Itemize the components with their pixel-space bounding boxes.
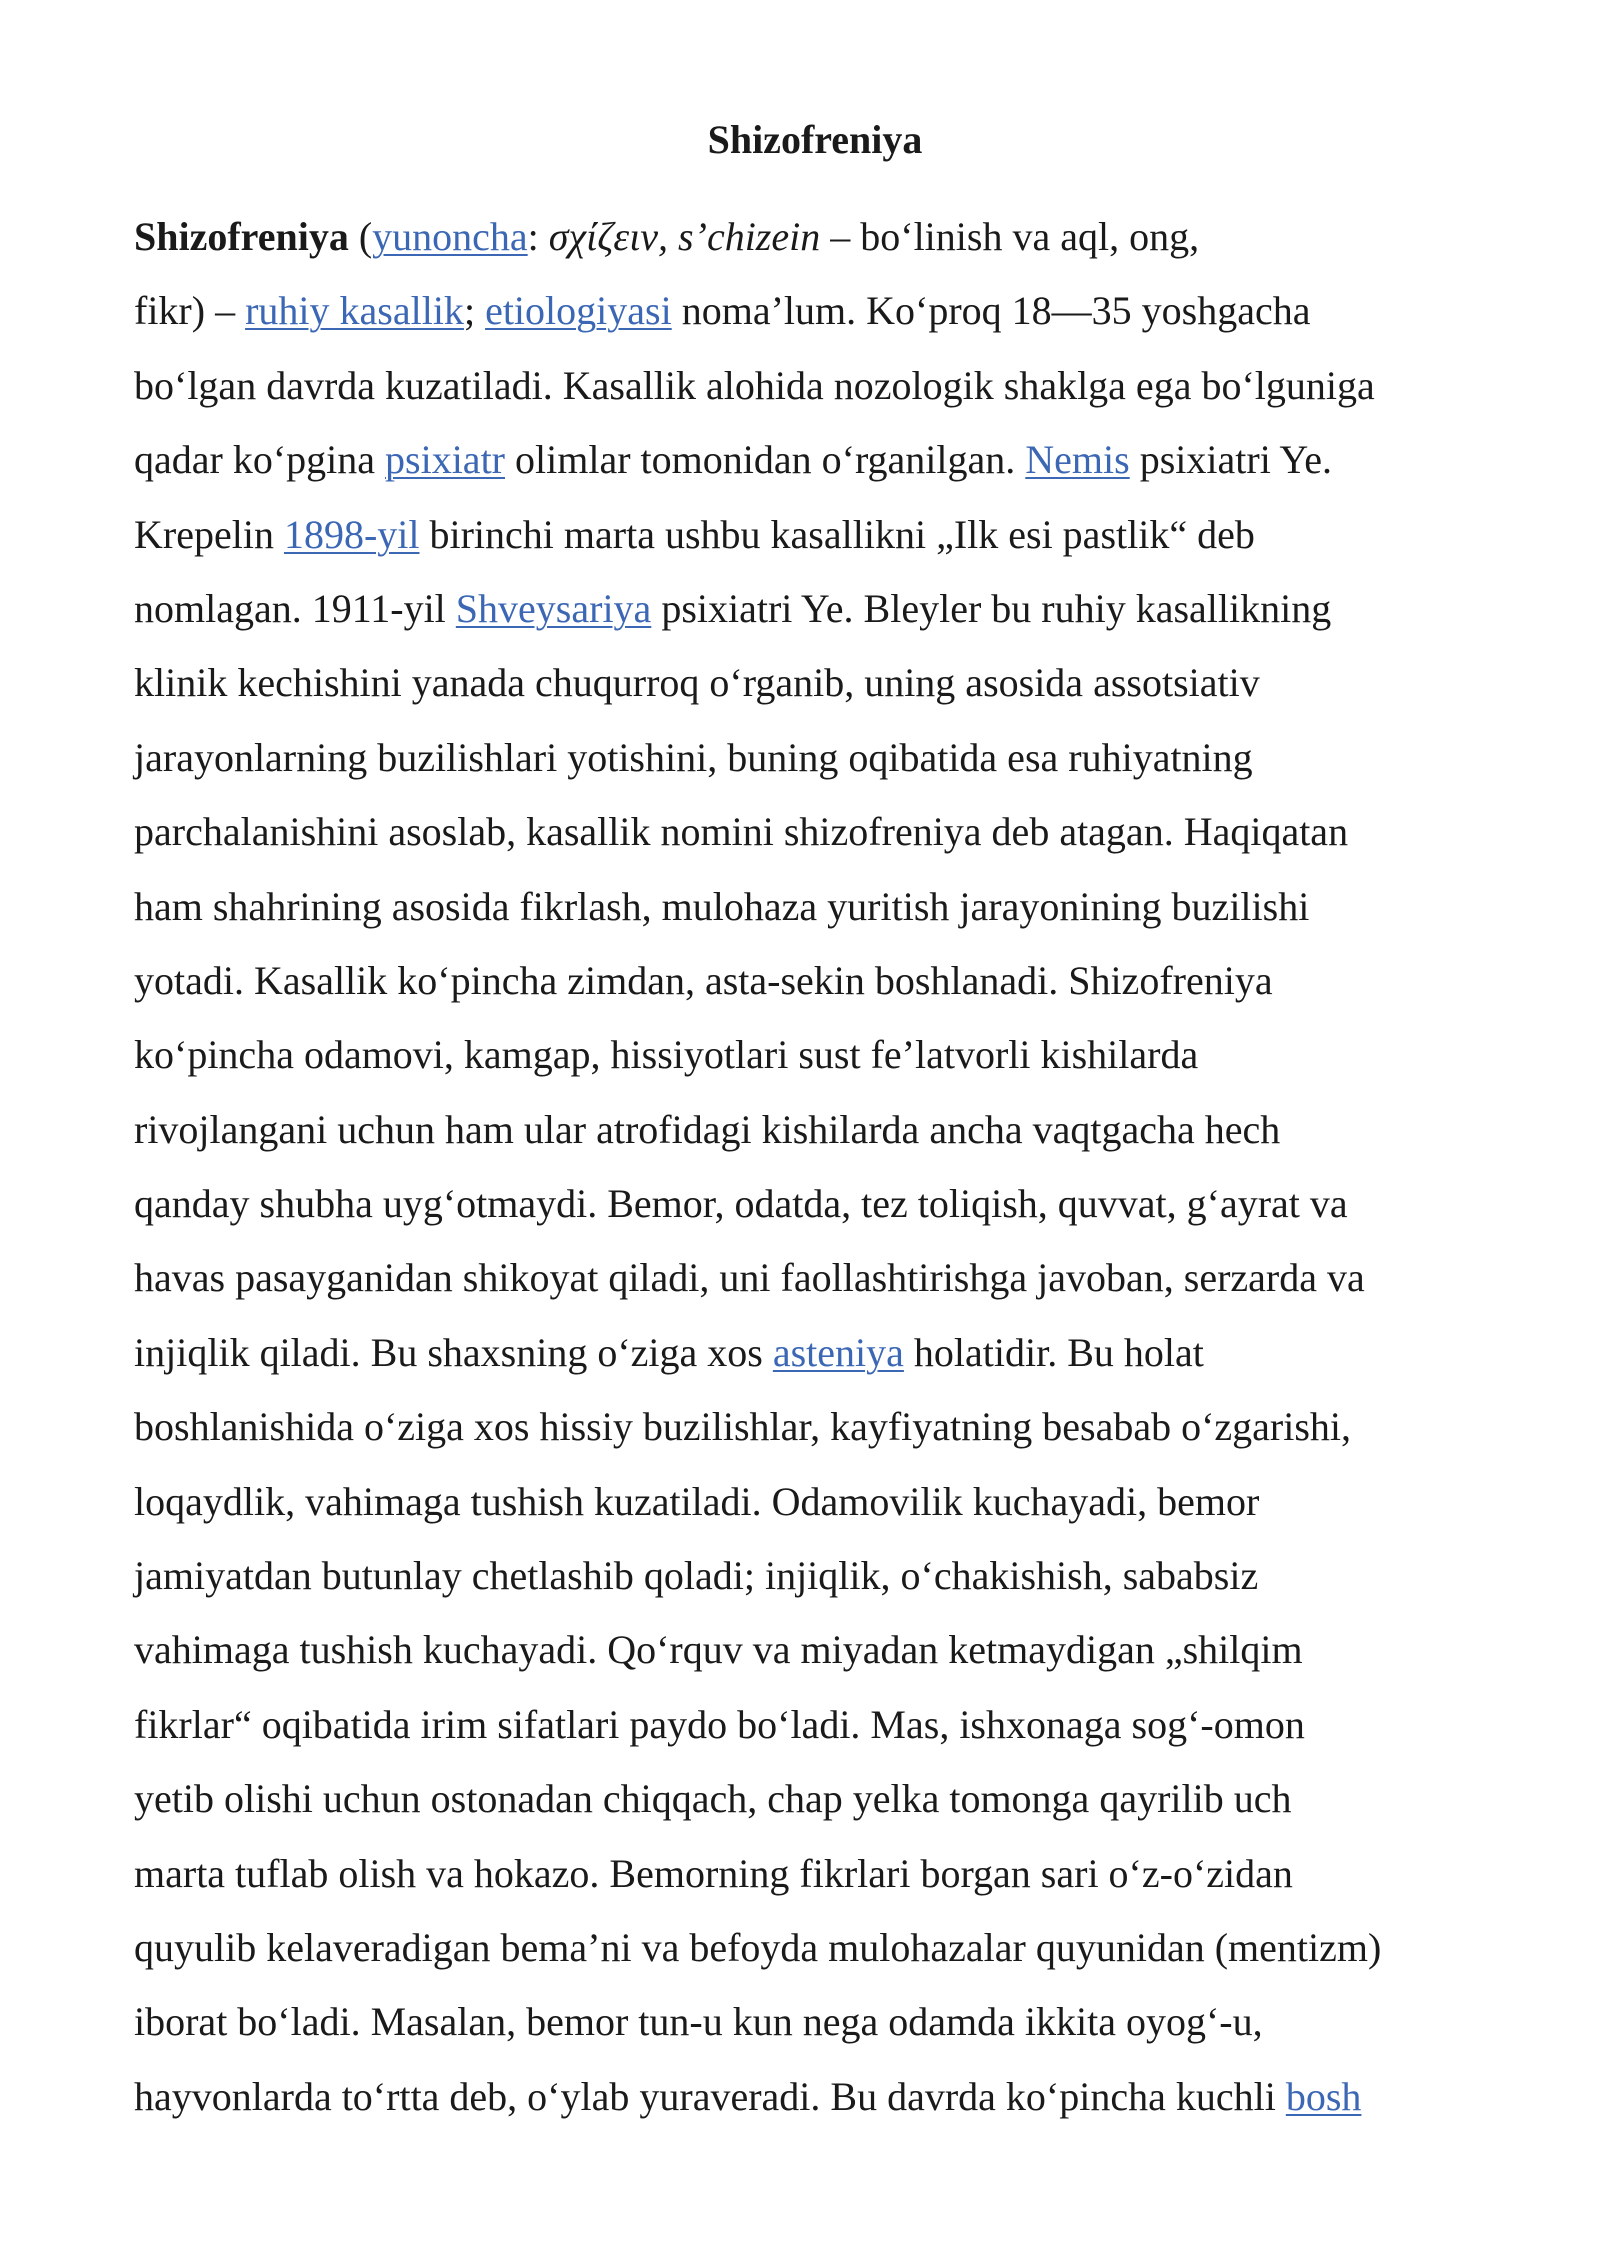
text-line: klinik kechishini yanada chuqurroq o‘rganib, uning asosida assotsiativ bbox=[134, 660, 1260, 706]
link-ruhiy-kasallik[interactable]: ruhiy kasallik bbox=[245, 288, 464, 334]
text-run: olimlar tomonidan o‘rganilgan. bbox=[505, 437, 1026, 483]
text-line: jarayonlarning buzilishlari yotishini, buning oqibatida esa ruhiyatning bbox=[134, 734, 1253, 780]
text-run: psixiatri Ye. Bleyler bu ruhiy kasallikning bbox=[651, 585, 1332, 631]
link-yunoncha[interactable]: yunoncha bbox=[372, 214, 528, 259]
text-line bbox=[134, 200, 1534, 274]
text-run: qadar ko‘pgina bbox=[134, 437, 386, 483]
text-run: – bo‘linish va aql, ong, bbox=[820, 214, 1200, 259]
text-line: yetib olishi uchun ostonadan chiqqach, chap yelka tomonga qayrilib uch bbox=[134, 1776, 1292, 1822]
text-line: ko‘pincha odamovi, kamgap, hissiyotlari sust fe’latvorli kishilarda bbox=[134, 1032, 1199, 1078]
text-run: ( bbox=[348, 214, 373, 259]
link-1898-yil[interactable]: 1898-yil bbox=[283, 511, 420, 557]
link-asteniya[interactable]: asteniya bbox=[772, 1329, 904, 1375]
text-run: noma’lum. Ko‘proq 18—35 yoshgacha bbox=[671, 288, 1311, 334]
text-line: rivojlangani uchun ham ular atrofidagi kishilarda ancha vaqtgacha hech bbox=[134, 1106, 1281, 1152]
text-line: vahimaga tushish kuchayadi. Qo‘rquv va miyadan ketmaydigan „shilqim bbox=[134, 1627, 1303, 1673]
text-run: holatidir. Bu holat bbox=[903, 1329, 1204, 1375]
link-psixiatr[interactable]: psixiatr bbox=[385, 437, 505, 483]
text-line: havas pasayganidan shikoyat qiladi, uni faollashtirishga javoban, serzarda va bbox=[134, 1255, 1365, 1301]
text-line: quyulib kelaveradigan bema’ni va befoyda mulohazalar quyunidan (mentizm) bbox=[134, 1924, 1382, 1970]
text-run: nomlagan. 1911-yil bbox=[134, 585, 456, 631]
text-line: yotadi. Kasallik ko‘pincha zimdan, asta-sekin boshlanadi. Shizofreniya bbox=[134, 957, 1273, 1003]
text-line: bo‘lgan davrda kuzatiladi. Kasallik alohida nozologik shaklga ega bo‘lguniga bbox=[134, 362, 1375, 408]
text-line: loqaydlik, vahimaga tushish kuzatiladi. Odamovilik kuchayadi, bemor bbox=[134, 1478, 1260, 1524]
text-run: Krepelin bbox=[134, 511, 284, 557]
text-line bbox=[134, 2060, 1534, 2134]
text-line: iborat bo‘ladi. Masalan, bemor tun-u kun nega odamda ikkita oyog‘-u, bbox=[134, 1999, 1263, 2045]
text-line: marta tuflab olish va hokazo. Bemorning fikrlari borgan sari o‘z-o‘zidan bbox=[134, 1850, 1293, 1896]
text-run: birinchi marta ushbu kasallikni „Ilk esi pastlik“ deb bbox=[419, 511, 1255, 557]
text-line: qanday shubha uyg‘otmaydi. Bemor, odatda, tez toliqish, quvvat, g‘ayrat va bbox=[134, 1181, 1348, 1227]
text-line bbox=[134, 498, 1534, 572]
text-line bbox=[134, 1316, 1534, 1390]
term-bold: Shizofreniya bbox=[134, 214, 349, 259]
text-line: boshlanishida o‘ziga xos hissiy buzilishlar, kayfiyatning besabab o‘zgarishi, bbox=[134, 1404, 1352, 1450]
link-etiologiyasi[interactable]: etiologiyasi bbox=[485, 288, 672, 334]
text-line bbox=[134, 572, 1534, 646]
text-line bbox=[134, 274, 1534, 348]
text-run: injiqlik qiladi. Bu shaxsning o‘ziga xos bbox=[134, 1329, 773, 1375]
text-run: ; bbox=[463, 288, 486, 334]
text-run: fikr) – bbox=[134, 288, 246, 334]
greek-etymology: σχίζειν, s’chizein bbox=[548, 214, 821, 259]
text-line bbox=[134, 423, 1534, 497]
text-line: jamiyatdan butunlay chetlashib qoladi; injiqlik, o‘chakishish, sababsiz bbox=[134, 1553, 1259, 1599]
text-line: fikrlar“ oqibatida irim sifatlari paydo bo‘ladi. Mas, ishxonaga sog‘-omon bbox=[134, 1701, 1305, 1747]
link-bosh[interactable]: bosh bbox=[1285, 2073, 1362, 2119]
text-line: ham shahrining asosida fikrlash, mulohaza yuritish jarayonining buzilishi bbox=[134, 883, 1310, 929]
link-shveysariya[interactable]: Shveysariya bbox=[455, 585, 652, 631]
text-run: hayvonlarda to‘rtta deb, o‘ylab yuraveradi. Bu davrda ko‘pincha kuchli bbox=[134, 2073, 1286, 2119]
article-paragraph bbox=[134, 200, 1534, 2134]
link-nemis[interactable]: Nemis bbox=[1025, 437, 1130, 483]
text-run: : bbox=[527, 214, 549, 259]
text-run: psixiatri Ye. bbox=[1129, 437, 1332, 483]
text-line: parchalanishini asoslab, kasallik nomini shizofreniya deb atagan. Haqiqatan bbox=[134, 809, 1349, 855]
page-title: Shizofreniya bbox=[707, 117, 923, 162]
